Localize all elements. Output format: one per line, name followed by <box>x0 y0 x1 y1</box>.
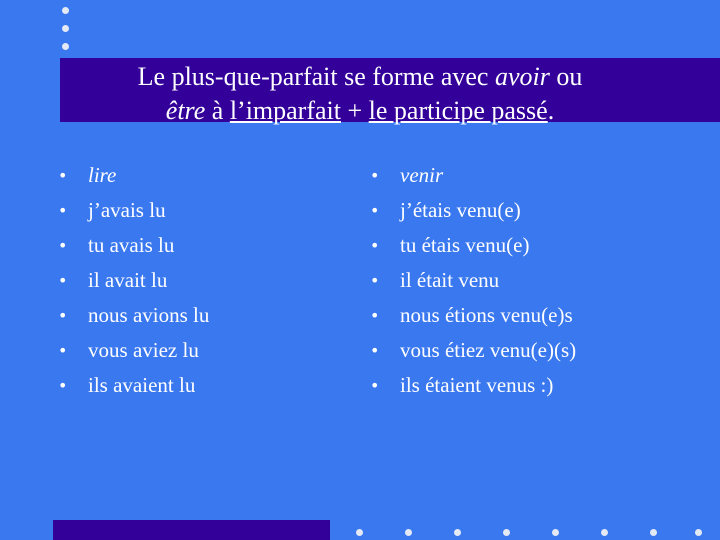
subject: tu <box>88 233 110 257</box>
decorative-dot <box>405 529 412 536</box>
subject: ils <box>88 373 114 397</box>
subject: j’ <box>400 198 413 222</box>
decorative-dot <box>62 43 69 50</box>
subject: nous <box>88 303 133 327</box>
verb-label: lire <box>88 163 117 187</box>
decorative-dot <box>356 529 363 536</box>
title-avoir: avoir <box>494 62 550 91</box>
decorative-dot <box>695 529 702 536</box>
participle: venu(e)(s) <box>484 338 577 362</box>
bullet-icon: • <box>370 166 380 185</box>
participle: venu(e)s <box>495 303 573 327</box>
subject: vous <box>88 338 133 362</box>
title-imparfait: l’imparfait <box>229 96 341 125</box>
decorative-dot <box>552 529 559 536</box>
participle: lu <box>187 303 210 327</box>
decorative-dot <box>601 529 608 536</box>
auxiliary: étiez <box>444 338 485 362</box>
auxiliary: était <box>416 268 454 292</box>
auxiliary: étaient <box>425 373 482 397</box>
decorative-dot <box>503 529 510 536</box>
verb-label: venir <box>400 163 444 187</box>
bullet-icon: • <box>58 271 68 290</box>
bottom-bar <box>53 520 330 540</box>
auxiliary: avions <box>132 303 188 327</box>
bullet-icon: • <box>58 236 68 255</box>
participle: lu <box>145 268 168 292</box>
bullet-icon: • <box>370 236 380 255</box>
participle: venu(e) <box>451 198 521 222</box>
bullet-icon: • <box>370 271 380 290</box>
auxiliary: aviez <box>132 338 178 362</box>
title-text: Le plus-que-parfait se forme avec <box>137 62 495 91</box>
title-participe: le participe passé <box>368 96 548 125</box>
decorative-dot <box>650 529 657 536</box>
title-text: ou <box>549 62 583 91</box>
title-etre: être <box>165 96 206 125</box>
slide-title <box>60 60 660 128</box>
participle: lu <box>177 338 199 362</box>
subject: il <box>88 268 105 292</box>
title-plus: + <box>341 96 369 125</box>
subject: il <box>400 268 417 292</box>
participle: venu <box>453 268 500 292</box>
participle: lu <box>173 373 196 397</box>
bullet-icon: • <box>58 341 68 360</box>
title-period: . <box>547 96 555 125</box>
participle: venu(e) <box>460 233 530 257</box>
bullet-icon: • <box>58 166 68 185</box>
title-text: à <box>205 96 230 125</box>
subject: j’ <box>88 198 101 222</box>
bullet-icon: • <box>370 201 380 220</box>
bullet-icon: • <box>58 201 68 220</box>
auxiliary: étais <box>412 198 452 222</box>
auxiliary: avais <box>109 233 153 257</box>
auxiliary: avait <box>104 268 146 292</box>
bullet-icon: • <box>58 306 68 325</box>
auxiliary: étions <box>444 303 496 327</box>
participle: venus :) <box>481 373 554 397</box>
bullet-icon: • <box>370 376 380 395</box>
decorative-dot <box>62 25 69 32</box>
decorative-dot <box>62 7 69 14</box>
participle: lu <box>152 233 175 257</box>
decorative-dot <box>454 529 461 536</box>
subject: tu <box>400 233 422 257</box>
subject: vous <box>400 338 445 362</box>
participle: lu <box>143 198 166 222</box>
auxiliary: avais <box>100 198 144 222</box>
subject: ils <box>400 373 426 397</box>
subject: nous <box>400 303 445 327</box>
bullet-icon: • <box>58 376 68 395</box>
auxiliary: avaient <box>113 373 174 397</box>
bullet-icon: • <box>370 306 380 325</box>
bullet-icon: • <box>370 341 380 360</box>
auxiliary: étais <box>421 233 461 257</box>
